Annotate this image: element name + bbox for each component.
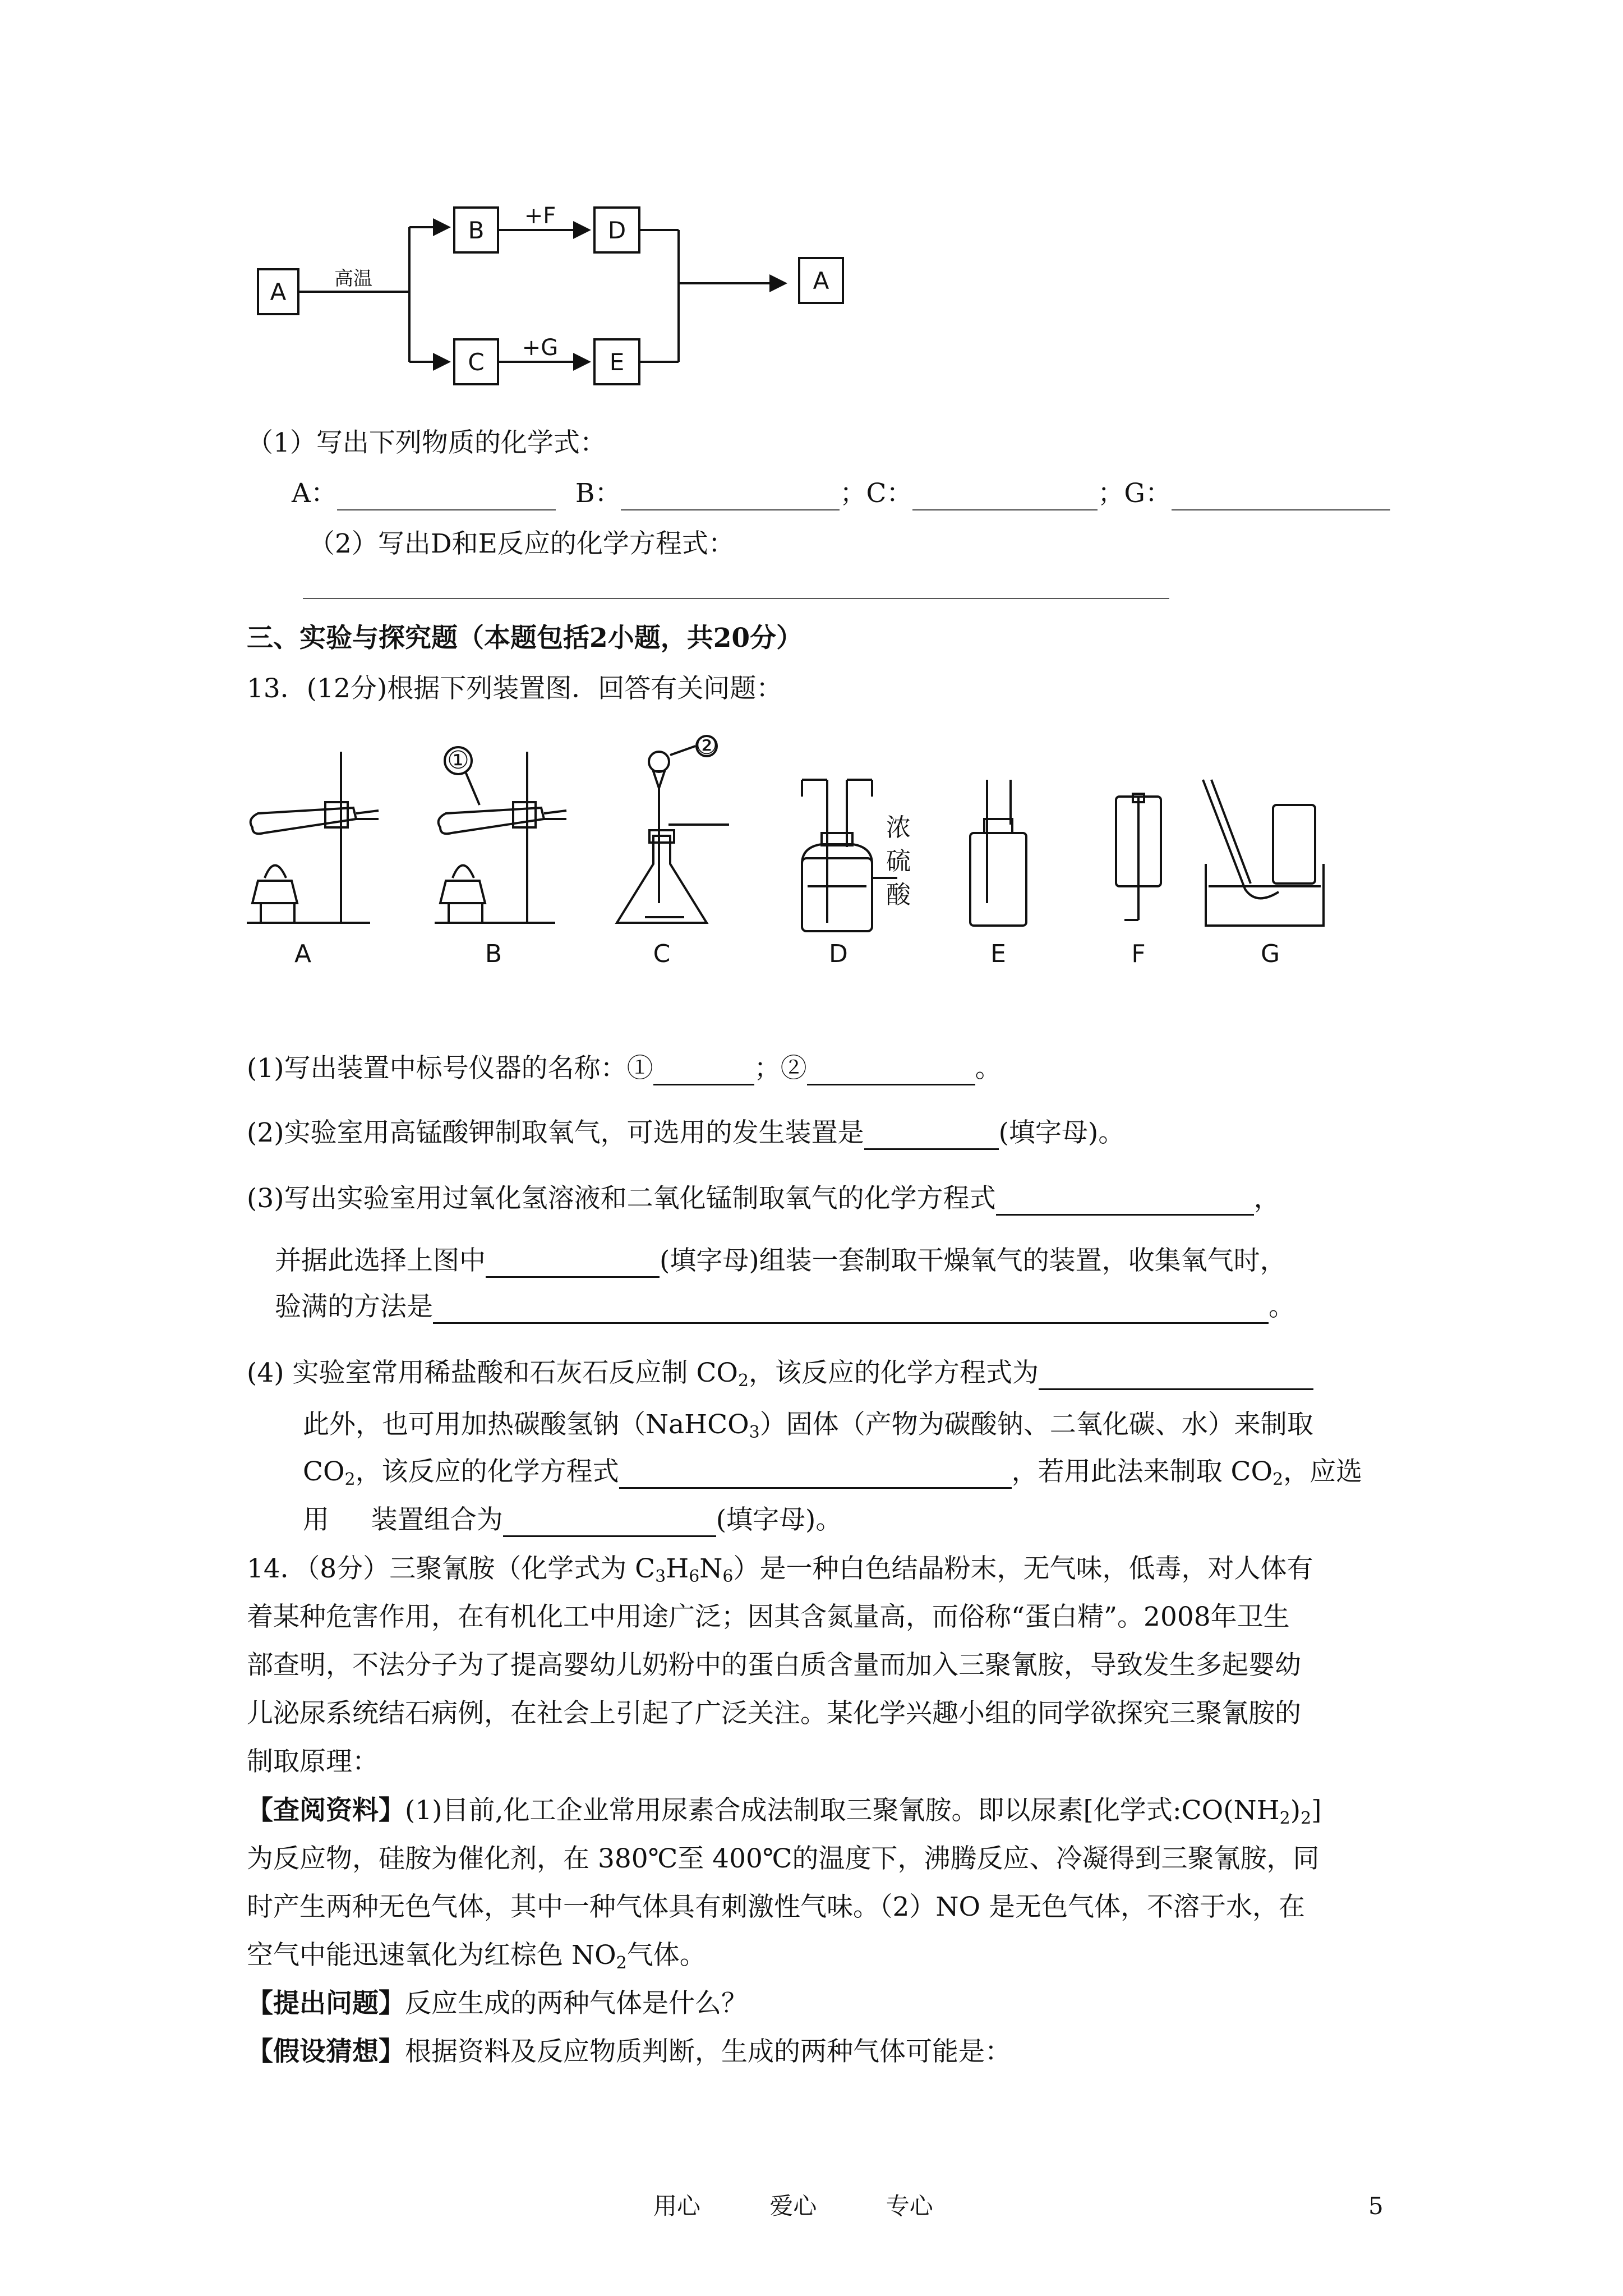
q14-line7: 为反应物，硅胺为催化剂，在 380℃至 400℃的温度下，沸腾反应、冷凝得到三聚氰胺，同 bbox=[247, 1843, 1320, 1874]
apparatus-g bbox=[1203, 780, 1324, 926]
subscript: 3 bbox=[749, 1423, 760, 1442]
q14-text: 反应生成的两种气体是什么？ bbox=[405, 1988, 748, 2019]
q13-s3-line2 bbox=[275, 1244, 1287, 1278]
q12-part1: （1）写出下列物质的化学式： bbox=[247, 427, 606, 458]
q13-s3-line1 bbox=[247, 1182, 1280, 1216]
subscript: 2 bbox=[1279, 1809, 1290, 1828]
footer-motto-2: 爱心 bbox=[769, 2192, 817, 2220]
q14-line1 bbox=[247, 1552, 1313, 1586]
q13-s3-text-d: (填字母)组装一套制取干燥氧气的装置，收集氧气时， bbox=[660, 1245, 1287, 1276]
blank-instrument-2[interactable] bbox=[807, 1057, 975, 1085]
page-number: 5 bbox=[1368, 2192, 1384, 2220]
subscript: 2 bbox=[1301, 1809, 1312, 1828]
q13-s3-text-f: 。 bbox=[1269, 1291, 1295, 1322]
q13-s4-text-i: 用 装置组合为 bbox=[303, 1504, 503, 1535]
q14-text: ) bbox=[1290, 1795, 1301, 1826]
q14-text: 气体。 bbox=[626, 1940, 706, 1971]
q14-line2: 着某种危害作用，在有机化工中用途广泛；因其含氮量高，而俗称“蛋白精”。2008年卫生 bbox=[247, 1602, 1290, 1632]
blank-dry-o2-apparatus[interactable] bbox=[486, 1249, 660, 1278]
subscript: 3 bbox=[655, 1567, 666, 1586]
q13-s3-text-b: ， bbox=[1253, 1183, 1280, 1214]
blank-b[interactable] bbox=[621, 482, 840, 510]
marker-1: ① bbox=[447, 746, 469, 775]
q13-stem: 13．(12分)根据下列装置图．回答有关问题： bbox=[247, 673, 783, 704]
q13-s4-text-e: CO bbox=[303, 1456, 345, 1487]
q14-line6 bbox=[247, 1794, 1322, 1828]
q12-a-label: A： bbox=[292, 478, 337, 509]
q14-text: (1)目前,化工企业常用尿素合成法制取三聚氰胺。即以尿素[化学式:CO(NH bbox=[405, 1795, 1280, 1826]
apparatus-a bbox=[247, 752, 379, 923]
q12-answer-line[interactable] bbox=[303, 598, 1169, 599]
q13-s2 bbox=[247, 1116, 1124, 1150]
blank-co2-equation[interactable] bbox=[1039, 1361, 1313, 1390]
apparatus-c bbox=[617, 736, 729, 923]
blank-instrument-1[interactable] bbox=[653, 1057, 754, 1085]
label-plus-f: +F bbox=[524, 203, 556, 229]
apparatus-f bbox=[1116, 794, 1161, 920]
apparatus-figure bbox=[241, 735, 1419, 987]
q14-line4: 儿泌尿系统结石病例，在社会上引起了广泛关注。某化学兴趣小组的同学欲探究三聚氰胺的 bbox=[247, 1698, 1301, 1729]
marker-2: ② bbox=[695, 735, 718, 760]
q13-s3-text-c: 并据此选择上图中 bbox=[275, 1245, 486, 1276]
acid-label-3: 酸 bbox=[886, 881, 911, 909]
footer-motto-1: 用心 bbox=[653, 2192, 701, 2220]
reaction-flow-diagram bbox=[247, 202, 880, 409]
q13-s3-line3 bbox=[275, 1290, 1295, 1324]
blank-c[interactable] bbox=[912, 482, 1098, 510]
q12-formula-line bbox=[292, 477, 1390, 510]
q14-line8: 时产生两种无色气体，其中一种气体具有刺激性气味。（2）NO 是无色气体，不溶于水，在 bbox=[247, 1892, 1305, 1922]
q13-s1-text-a: (1)写出装置中标号仪器的名称：① bbox=[247, 1053, 653, 1084]
label-a-start: A bbox=[270, 278, 287, 306]
q13-s2-text-a: (2)实验室用高锰酸钾制取氧气，可选用的发生装置是 bbox=[247, 1117, 864, 1148]
q13-s1-text-c: 。 bbox=[975, 1053, 1002, 1084]
label-e: E bbox=[609, 348, 625, 376]
heading-question: 【提出问题】 bbox=[247, 1988, 405, 2019]
q14-line9 bbox=[247, 1939, 706, 1972]
q13-s4-text-a: (4) 实验室常用稀盐酸和石灰石反应制 CO bbox=[247, 1358, 738, 1388]
q12-g-label: ；G： bbox=[1098, 478, 1172, 509]
q13-s4-line3 bbox=[303, 1455, 1362, 1489]
label-c: C bbox=[468, 348, 485, 376]
heading-hypothesis: 【假设猜想】 bbox=[247, 2036, 405, 2067]
q14-line3: 部查明，不法分子为了提高婴幼儿奶粉中的蛋白质含量而加入三聚氰胺，导致发生多起婴幼 bbox=[247, 1650, 1301, 1681]
label-d: D bbox=[607, 217, 626, 244]
q12-c-label: ；C： bbox=[840, 478, 913, 509]
q12-part2: （2）写出D和E反应的化学方程式： bbox=[308, 528, 735, 559]
blank-a[interactable] bbox=[337, 482, 556, 510]
q14-line5: 制取原理： bbox=[247, 1746, 379, 1777]
q13-s4-text-g: ，若用此法来制取 CO bbox=[1011, 1456, 1273, 1487]
q13-s4-text-c: 此外，也可用加热碳酸氢钠（NaHCO bbox=[303, 1409, 749, 1440]
label-a-end: A bbox=[813, 267, 829, 295]
acid-label-2: 硫 bbox=[886, 847, 911, 876]
q13-s4-line1 bbox=[247, 1356, 1313, 1390]
q13-s4-line4 bbox=[303, 1503, 842, 1537]
subscript: 2 bbox=[1272, 1470, 1284, 1489]
q13-s4-text-j: (填字母)。 bbox=[716, 1504, 842, 1535]
blank-nahco3-apparatus[interactable] bbox=[503, 1508, 716, 1537]
label-plus-g: +G bbox=[522, 335, 559, 361]
q13-s4-text-d: ）固体（产物为碳酸钠、二氧化碳、水）来制取 bbox=[759, 1409, 1313, 1440]
apparatus-e bbox=[970, 780, 1026, 926]
blank-h2o2-equation[interactable] bbox=[996, 1187, 1254, 1216]
q14-text: H bbox=[666, 1553, 689, 1584]
blank-g[interactable] bbox=[1172, 482, 1390, 510]
apparatus-label-f: F bbox=[1131, 940, 1146, 968]
q13-s1-text-b: ；② bbox=[754, 1053, 807, 1084]
apparatus-label-a: A bbox=[294, 940, 312, 968]
footer-motto-3: 专心 bbox=[886, 2192, 933, 2220]
q13-s4-text-h: ，应选 bbox=[1283, 1456, 1363, 1487]
apparatus-label-e: E bbox=[990, 940, 1006, 968]
q14-text: 14．（8分）三聚氰胺（化学式为 C bbox=[247, 1553, 656, 1584]
apparatus-label-d: D bbox=[829, 940, 848, 968]
q14-text: 空气中能迅速氧化为红棕色 NO bbox=[247, 1940, 616, 1971]
label-condition: 高温 bbox=[334, 268, 372, 290]
label-b: B bbox=[468, 217, 485, 244]
subscript: 6 bbox=[722, 1567, 734, 1586]
q14-text: ] bbox=[1311, 1795, 1322, 1826]
apparatus-label-c: C bbox=[653, 940, 671, 968]
q14-text: 根据资料及反应物质判断，生成的两种气体可能是： bbox=[405, 2036, 1011, 2067]
section-3-title: 三、实验与探究题（本题包括2小题，共20分） bbox=[247, 623, 803, 654]
q14-line10 bbox=[247, 1987, 748, 2021]
blank-nahco3-equation[interactable] bbox=[619, 1460, 1012, 1489]
heading-check-info: 【查阅资料】 bbox=[247, 1795, 405, 1826]
q13-s1 bbox=[247, 1052, 1002, 1085]
q13-s2-text-b: (填字母)。 bbox=[998, 1117, 1125, 1148]
q14-text: N bbox=[699, 1553, 723, 1584]
footer-motto bbox=[653, 2191, 933, 2222]
apparatus-label-g: G bbox=[1260, 940, 1280, 968]
q13-s3-text-a: (3)写出实验室用过氧化氢溶液和二氧化锰制取氧气的化学方程式 bbox=[247, 1183, 996, 1214]
subscript: 2 bbox=[616, 1953, 627, 1973]
blank-kmno4-apparatus[interactable] bbox=[864, 1121, 999, 1150]
blank-full-check-method[interactable] bbox=[433, 1295, 1269, 1324]
apparatus-d bbox=[802, 780, 897, 931]
q14-line11 bbox=[247, 2035, 1011, 2069]
q13-s4-text-f: ，该反应的化学方程式 bbox=[355, 1456, 619, 1487]
q13-s4-line2 bbox=[303, 1408, 1313, 1442]
subscript: 2 bbox=[737, 1371, 749, 1391]
q13-s3-text-e: 验满的方法是 bbox=[275, 1291, 433, 1322]
subscript: 2 bbox=[344, 1470, 356, 1489]
q14-text: ）是一种白色结晶粉末，无气味，低毒，对人体有 bbox=[733, 1553, 1313, 1584]
q13-s4-text-b: ，该反应的化学方程式为 bbox=[749, 1358, 1039, 1388]
q12-b-label: B： bbox=[575, 478, 621, 509]
apparatus-label-b: B bbox=[485, 940, 502, 968]
subscript: 6 bbox=[689, 1567, 700, 1586]
acid-label-1: 浓 bbox=[886, 813, 911, 842]
